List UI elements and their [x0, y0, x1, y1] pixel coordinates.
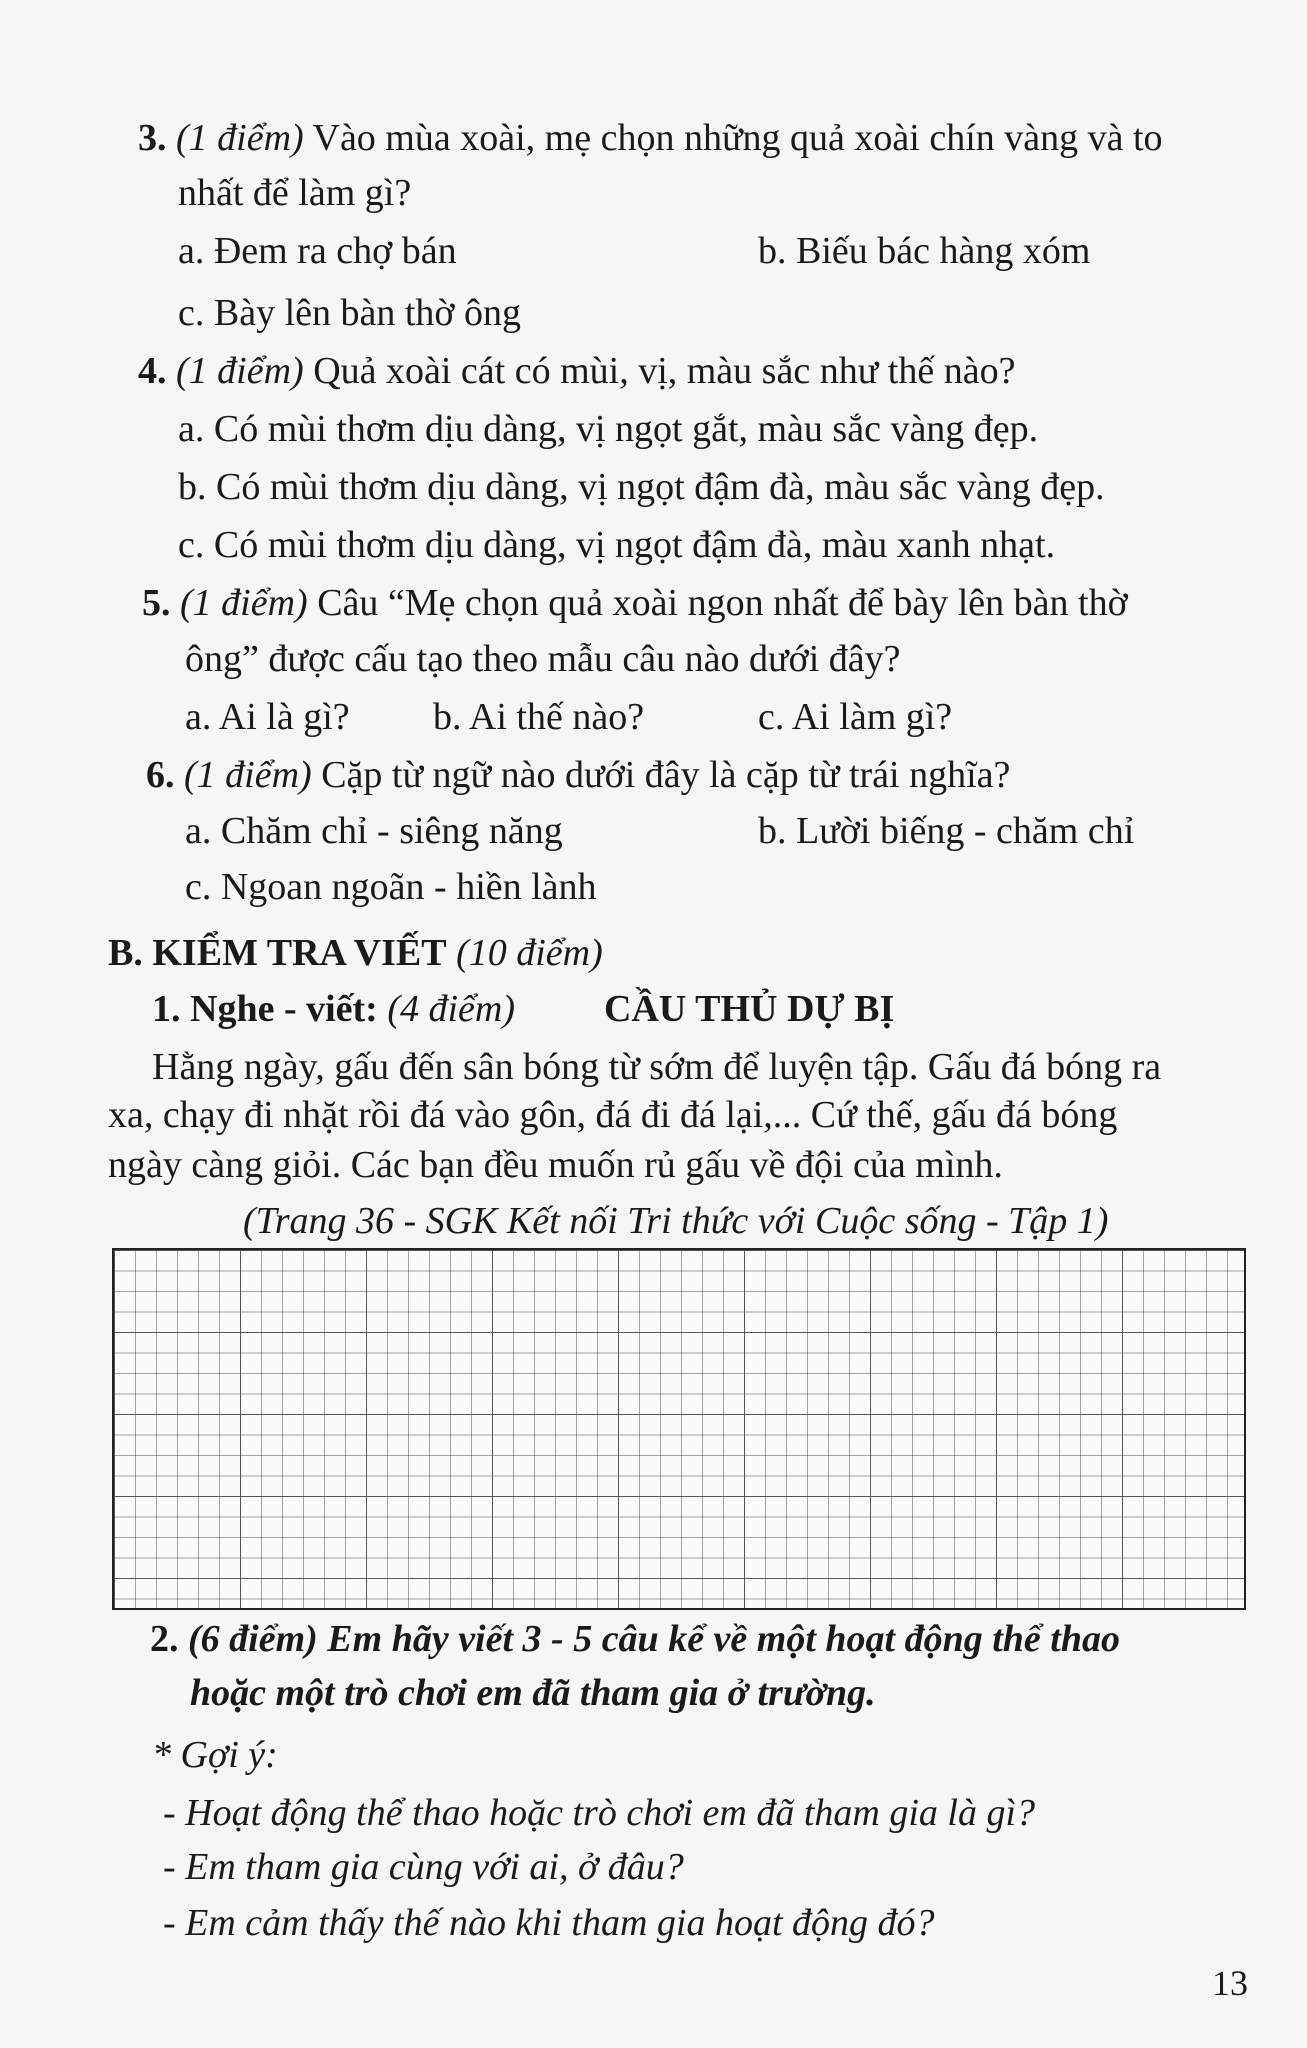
question-6-option-a: a. Chăm chỉ - siêng năng: [185, 810, 563, 852]
hint-item-2: - Em tham gia cùng với ai, ở đâu?: [163, 1846, 684, 1888]
question-4-option-b: b. Có mùi thơm dịu dàng, vị ngọt đậm đà, màu sắc vàng đẹp.: [178, 466, 1105, 508]
question-number: 5.: [142, 582, 171, 624]
question-number: 6.: [146, 754, 175, 796]
question-4: [138, 348, 1015, 394]
hint-label: * Gợi ý:: [152, 1734, 278, 1776]
handwriting-grid: [112, 1248, 1246, 1610]
question-5: [142, 580, 1128, 626]
dictation-paragraph-line-1: Hằng ngày, gấu đến sân bóng từ sớm để luyện tập. Gấu đá bóng ra: [152, 1046, 1162, 1088]
question-4-option-c: c. Có mùi thơm dịu dàng, vị ngọt đậm đà, màu xanh nhạt.: [178, 524, 1056, 566]
question-5-option-b: b. Ai thế nào?: [433, 696, 645, 738]
question-text: Cặp từ ngữ nào dưới đây là cặp từ trái nghĩa?: [311, 754, 1011, 796]
question-number: 4.: [138, 350, 167, 392]
question-6: [146, 752, 1010, 798]
question-text: Câu “Mẹ chọn quả xoài ngon nhất để bày lên bàn thờ: [307, 582, 1128, 624]
question-3: [138, 115, 1163, 161]
dictation-paragraph-line-2: xa, chạy đi nhặt rồi đá vào gôn, đá đi đá lại,... Cứ thế, gấu đá bóng: [108, 1094, 1118, 1136]
question-3-text-cont: nhất để làm gì?: [178, 172, 412, 214]
question-points: (1 điểm): [180, 582, 308, 624]
question-5-text-cont: ông” được cấu tạo theo mẫu câu nào dưới đây?: [185, 638, 901, 680]
part-points: (4 điểm): [377, 988, 516, 1030]
page-number: 13: [1212, 1963, 1248, 2003]
dictation-paragraph-line-3: ngày càng giỏi. Các bạn đều muốn rủ gấu về đội của mình.: [108, 1144, 1003, 1186]
part-2-prompt-cont: hoặc một trò chơi em đã tham gia ở trường.: [190, 1672, 876, 1714]
question-points: (1 điểm): [184, 754, 312, 796]
part-2-prompt: [150, 1616, 1120, 1662]
question-3-option-b: b. Biếu bác hàng xóm: [758, 230, 1091, 272]
part-prompt-text: (6 điểm) Em hãy viết 3 - 5 câu kể về một hoạt động thể thao: [178, 1618, 1120, 1660]
section-b-heading: [108, 930, 603, 976]
question-number: 3.: [138, 117, 167, 159]
question-6-option-c: c. Ngoan ngoãn - hiền lành: [185, 866, 597, 908]
part-1-title: CẦU THỦ DỰ BỊ: [604, 988, 895, 1030]
section-title: B. KIỂM TRA VIẾT: [108, 932, 447, 974]
section-points: (10 điểm): [446, 932, 603, 974]
question-5-option-a: a. Ai là gì?: [185, 696, 350, 738]
part-label: 1. Nghe - viết:: [152, 988, 378, 1030]
hint-item-3: - Em cảm thấy thế nào khi tham gia hoạt động đó?: [163, 1902, 935, 1944]
hint-item-1: - Hoạt động thể thao hoặc trò chơi em đã tham gia là gì?: [163, 1792, 1036, 1834]
question-text: Quả xoài cát có mùi, vị, màu sắc như thế nào?: [303, 350, 1016, 392]
question-text: Vào mùa xoài, mẹ chọn những quả xoài chín vàng và to: [303, 117, 1163, 159]
question-points: (1 điểm): [176, 350, 304, 392]
part-number: 2.: [150, 1618, 179, 1660]
question-5-option-c: c. Ai làm gì?: [758, 696, 953, 738]
question-3-option-a: a. Đem ra chợ bán: [178, 230, 457, 272]
question-3-option-c: c. Bày lên bàn thờ ông: [178, 292, 522, 334]
source-citation: (Trang 36 - SGK Kết nối Tri thức với Cuộc sống - Tập 1): [243, 1200, 1109, 1242]
question-6-option-b: b. Lười biếng - chăm chỉ: [758, 810, 1135, 852]
question-4-option-a: a. Có mùi thơm dịu dàng, vị ngọt gắt, màu sắc vàng đẹp.: [178, 408, 1039, 450]
part-1-heading: [152, 986, 515, 1032]
question-points: (1 điểm): [176, 117, 304, 159]
